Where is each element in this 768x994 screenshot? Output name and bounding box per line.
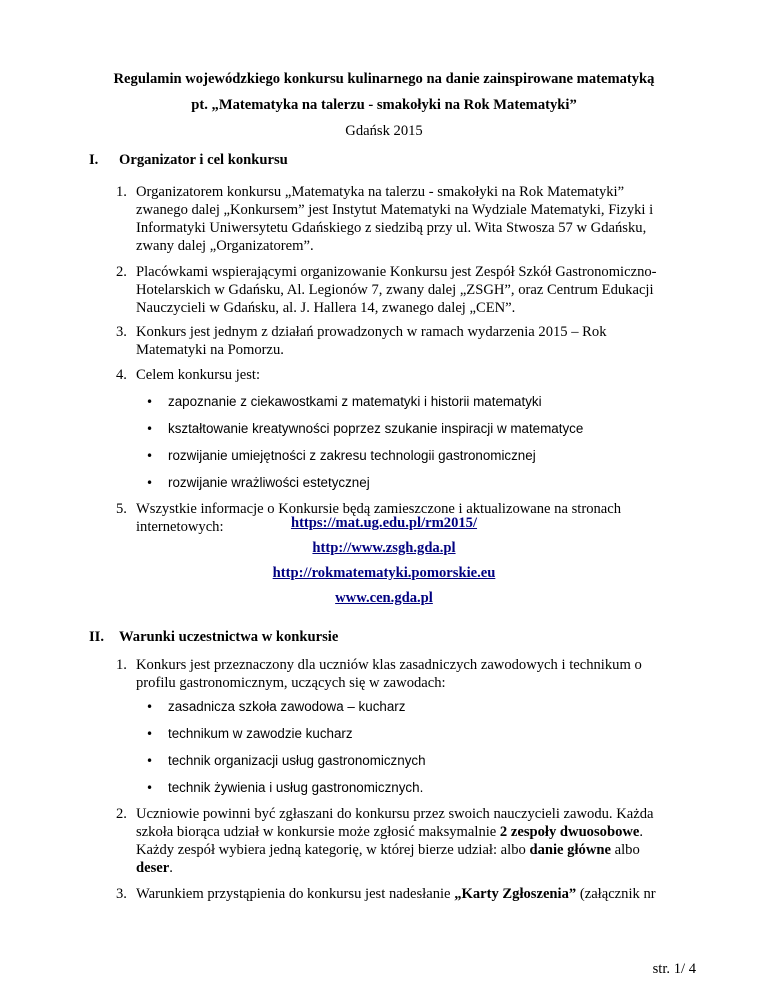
item-text bbox=[136, 183, 698, 255]
text-line: Hotelarskich w Gdańsku, Al. Legionów 7, zwany dalej „ZSGH”, oraz Centrum Edukacji bbox=[136, 282, 654, 298]
text-line: Placówkami wspierającymi organizowanie Konkursu jest Zespół Szkół Gastronomiczno- bbox=[136, 264, 657, 280]
text-span: albo bbox=[610, 842, 640, 858]
text-span: (załącznik nr bbox=[576, 886, 656, 902]
profession-text: zasadnicza szkoła zawodowa – kucharz bbox=[168, 699, 406, 714]
item-number: 1. bbox=[116, 657, 127, 673]
text-line: Celem konkursu jest: bbox=[136, 367, 261, 383]
text-line: Uczniowie powinni być zgłaszani do konkursu przez swoich nauczycieli zawodu. Każda bbox=[136, 806, 654, 822]
bullet-icon: • bbox=[146, 727, 154, 741]
text-line: zwany dalej „Organizatorem”. bbox=[136, 238, 314, 254]
text-line bbox=[136, 859, 698, 877]
section-number: II. bbox=[89, 629, 105, 645]
text-span: Każdy zespół wybiera jedną kategorię, w której bierze udział: albo bbox=[136, 842, 530, 858]
goal-text: rozwijanie umiejętności z zakresu technologii gastronomicznej bbox=[168, 448, 536, 463]
item-number: 3. bbox=[116, 324, 127, 340]
text-line: Konkurs jest jednym z działań prowadzonych w ramach wydarzenia 2015 – Rok bbox=[136, 324, 607, 340]
profession-text: technik żywienia i usług gastronomicznych. bbox=[168, 780, 424, 795]
document-subtitle: pt. „Matematyka na talerzu - smakołyki na Rok Matematyki” bbox=[191, 97, 577, 113]
text-line bbox=[136, 823, 698, 841]
text-span: . bbox=[639, 824, 644, 840]
goal-text: zapoznanie z ciekawostkami z matematyki i historii matematyki bbox=[168, 394, 542, 409]
bullet-icon: • bbox=[146, 476, 154, 490]
item-number: 2. bbox=[116, 264, 127, 280]
emphasis-form: „Karty Zgłoszenia” bbox=[454, 886, 577, 902]
page-number: str. 1/ 4 bbox=[652, 961, 696, 977]
text-line: zwanego dalej „Konkursem” jest Instytut Matematyki na Wydziale Matematyki, Fizyki i bbox=[136, 202, 654, 218]
emphasis-dessert: deser bbox=[136, 860, 170, 876]
text-line: internetowych: bbox=[136, 519, 224, 535]
item-number: 4. bbox=[116, 367, 127, 383]
item-text bbox=[136, 656, 698, 692]
link-zsgh[interactable]: http://www.zsgh.gda.pl bbox=[312, 540, 456, 556]
text-span: . bbox=[169, 860, 173, 876]
profession-text: technikum w zawodzie kucharz bbox=[168, 726, 353, 741]
text-span: Warunkiem przystąpienia do konkursu jest nadesłanie bbox=[136, 886, 455, 902]
bullet-icon: • bbox=[146, 700, 154, 714]
bullet-icon: • bbox=[146, 449, 154, 463]
document-title: Regulamin wojewódzkiego konkursu kulinarnego na danie zainspirowane matematyką bbox=[113, 71, 655, 87]
emphasis-teams: 2 zespoły dwuosobowe bbox=[499, 824, 640, 840]
text-line: Konkurs jest przeznaczony dla uczniów klas zasadniczych zawodowych i technikum o bbox=[136, 657, 642, 673]
bullet-icon: • bbox=[146, 422, 154, 436]
goal-text: kształtowanie kreatywności poprzez szukanie inspiracji w matematyce bbox=[168, 421, 584, 436]
link-mat-ug[interactable]: https://mat.ug.edu.pl/rm2015/ bbox=[290, 515, 478, 531]
bullet-icon: • bbox=[146, 395, 154, 409]
text-line: profilu gastronomicznym, uczących się w zawodach: bbox=[136, 675, 446, 691]
text-line: Nauczycieli w Gdańsku, al. J. Hallera 14, zwanego dalej „CEN”. bbox=[136, 300, 516, 316]
bullet-icon: • bbox=[146, 754, 154, 768]
profession-text: technik organizacji usług gastronomicznych bbox=[168, 753, 426, 768]
item-number: 5. bbox=[116, 501, 127, 517]
item-text bbox=[136, 263, 698, 317]
section-number: I. bbox=[89, 152, 99, 168]
text-line bbox=[136, 841, 698, 859]
item-number: 1. bbox=[116, 184, 127, 200]
section-title: Warunki uczestnictwa w konkursie bbox=[119, 629, 339, 645]
website-links bbox=[60, 511, 708, 611]
text-line bbox=[136, 885, 698, 903]
title-block bbox=[60, 66, 708, 144]
goal-text: rozwijanie wrażliwości estetycznej bbox=[168, 475, 370, 490]
link-cen[interactable]: www.cen.gda.pl bbox=[335, 590, 433, 606]
link-rokmatematyki[interactable]: http://rokmatematyki.pomorskie.eu bbox=[272, 565, 496, 581]
bullet-icon: • bbox=[146, 781, 154, 795]
text-line: Informatyki Uniwersytetu Gdańskiego z siedzibą przy ul. Wita Stwosza 57 w Gdańsku, bbox=[136, 220, 647, 236]
text-span: szkoła biorąca udział w konkursie może zgłosić maksymalnie bbox=[136, 824, 500, 840]
text-line: Organizatorem konkursu „Matematyka na talerzu - smakołyki na Rok Matematyki” bbox=[136, 184, 625, 200]
item-text bbox=[136, 805, 698, 877]
item-text bbox=[136, 323, 698, 359]
item-text bbox=[136, 366, 698, 384]
section-title: Organizator i cel konkursu bbox=[119, 152, 288, 168]
text-line: Wszystkie informacje o Konkursie będą zamieszczone i aktualizowane na stronach bbox=[136, 501, 622, 517]
item-number: 3. bbox=[116, 886, 127, 902]
place-year: Gdańsk 2015 bbox=[345, 123, 423, 139]
item-text bbox=[136, 885, 698, 903]
emphasis-main-dish: danie główne bbox=[529, 842, 611, 858]
text-line: Matematyki na Pomorzu. bbox=[136, 342, 284, 358]
item-number: 2. bbox=[116, 806, 127, 822]
